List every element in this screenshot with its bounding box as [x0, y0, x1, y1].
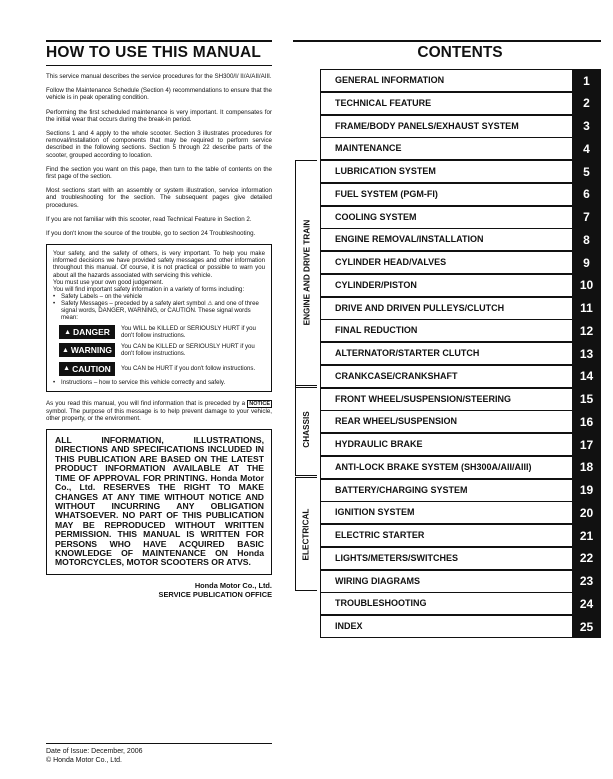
- signal-caution: [59, 362, 265, 376]
- footer-divider: [46, 743, 272, 744]
- caution-label: ▲ CAUTION: [59, 362, 115, 376]
- group-label-engine: ENGINE AND DRIVE TRAIN: [302, 219, 312, 326]
- toc-item-label: CYLINDER HEAD/VALVES: [320, 251, 572, 274]
- toc-item-number: 25: [572, 615, 601, 638]
- toc-item-number: 12: [572, 319, 601, 342]
- toc-item-number: 7: [572, 206, 601, 229]
- top-rule-right: [293, 40, 601, 42]
- toc-item-label: COOLING SYSTEM: [320, 206, 572, 229]
- first-maintenance-paragraph: Performing the first scheduled maintenance is very important. It compensates for the initial wear that occurs during the break-in period.: [46, 108, 272, 123]
- danger-text: You WILL be KILLED or SERIOUSLY HURT if you don't follow instructions.: [121, 325, 256, 340]
- bullet-safety-labels: • Safety Labels – on the vehicle: [53, 292, 143, 300]
- warning-label: ▲ WARNING: [59, 343, 115, 357]
- toc-item-number: 2: [572, 92, 601, 115]
- toc-item-number: 19: [572, 479, 601, 502]
- toc-item-number: 21: [572, 524, 601, 547]
- danger-label: ▲ DANGER: [59, 325, 115, 339]
- toc-item-19[interactable]: [320, 479, 601, 502]
- toc-item-label: WIRING DIAGRAMS: [320, 570, 572, 593]
- troubleshooting-paragraph: If you don't know the source of the trouble, go to section 24 Troubleshooting.: [46, 230, 256, 238]
- toc-item-label: CRANKCASE/CRANKSHAFT: [320, 365, 572, 388]
- alert-triangle-icon: ▲: [64, 328, 72, 336]
- toc-item-label: CYLINDER/PISTON: [320, 274, 572, 297]
- toc-item-24[interactable]: [320, 592, 601, 615]
- caution-text: You CAN be HURT if you don't follow instructions.: [121, 365, 256, 373]
- sections-paragraph: Sections 1 and 4 apply to the whole scooter. Section 3 illustrates procedures for removal/installation of components that may be required to perform service described in the following sections. Section 5 through 22 describe parts of the scooter, grouped according to location.: [46, 130, 272, 159]
- toc-item-22[interactable]: [320, 547, 601, 570]
- disclaimer-box: [46, 429, 272, 575]
- toc-item-label: IGNITION SYSTEM: [320, 501, 572, 524]
- toc-item-number: 16: [572, 410, 601, 433]
- toc-item-18[interactable]: [320, 456, 601, 479]
- group-engine-drive-train: [295, 160, 317, 388]
- signal-warning: [59, 343, 265, 357]
- issue-date: Date of Issue: December, 2006: [46, 748, 143, 755]
- toc-item-8[interactable]: [320, 228, 601, 251]
- toc-item-16[interactable]: [320, 410, 601, 433]
- toc-item-number: 18: [572, 456, 601, 479]
- toc-item-10[interactable]: [320, 274, 601, 297]
- group-label-electrical: ELECTRICAL: [301, 508, 311, 561]
- toc-item-5[interactable]: [320, 160, 601, 183]
- section-start-paragraph: Most sections start with an assembly or system illustration, service information and troubleshooting for the section. The subsequent pages give detailed procedures.: [46, 187, 272, 209]
- toc-item-number: 11: [572, 297, 601, 320]
- toc-item-number: 3: [572, 115, 601, 138]
- toc-item-label: GENERAL INFORMATION: [320, 69, 572, 92]
- toc-item-label: ALTERNATOR/STARTER CLUTCH: [320, 342, 572, 365]
- signal-danger: [59, 325, 265, 339]
- toc-item-label: BATTERY/CHARGING SYSTEM: [320, 479, 572, 502]
- toc-item-number: 1: [572, 69, 601, 92]
- toc-item-1[interactable]: [320, 69, 601, 92]
- safety-judgement: You must use your own good judgement.: [53, 278, 164, 286]
- publisher-block: [46, 581, 272, 599]
- toc-item-21[interactable]: [320, 524, 601, 547]
- group-label-chassis: CHASSIS: [302, 411, 311, 448]
- notice-paragraph: As you read this manual, you will find information that is preceded by a NOTICE symbol. The purpose of this message is to help prevent damage to your vehicle, other property, or the environment.: [46, 399, 272, 422]
- intro-paragraph: This service manual describes the service procedures for the SH300/I/ II/A/AII/AIII.: [46, 73, 272, 80]
- warning-text: You CAN be KILLED or SERIOUSLY HURT if you don't follow instructions.: [121, 343, 255, 358]
- toc-item-label: INDEX: [320, 615, 572, 638]
- maintenance-paragraph: Follow the Maintenance Schedule (Section 4) recommendations to ensure that the vehicle is in peak operating condition.: [46, 87, 272, 102]
- toc-item-number: 22: [572, 547, 601, 570]
- toc-item-6[interactable]: [320, 183, 601, 206]
- bullet-instructions: • Instructions – how to service this vehicle correctly and safely.: [53, 378, 226, 386]
- bullet-safety-messages: • Safety Messages – preceded by a safety alert symbol ⚠ and one of three signal words, DANGER, WARNING, or CAUTION. These signal words mean:: [53, 299, 259, 322]
- toc-item-20[interactable]: [320, 501, 601, 524]
- title-divider: [46, 65, 272, 66]
- toc-item-label: ENGINE REMOVAL/INSTALLATION: [320, 228, 572, 251]
- toc-item-3[interactable]: [320, 115, 601, 138]
- toc-item-7[interactable]: [320, 206, 601, 229]
- toc-item-label: HYDRAULIC BRAKE: [320, 433, 572, 456]
- toc-item-number: 20: [572, 501, 601, 524]
- toc-item-number: 6: [572, 183, 601, 206]
- toc-item-23[interactable]: [320, 570, 601, 593]
- alert-triangle-icon: ▲: [61, 346, 69, 354]
- safety-forms: You will find important safety information in a variety of forms including:: [53, 285, 245, 293]
- toc-item-label: ANTI-LOCK BRAKE SYSTEM (SH300A/AII/AIII): [320, 456, 572, 479]
- technical-feature-paragraph: If you are not familiar with this scooter, read Technical Feature in Section 2.: [46, 215, 252, 223]
- toc-item-label: FRONT WHEEL/SUSPENSION/STEERING: [320, 388, 572, 411]
- toc-item-number: 5: [572, 160, 601, 183]
- toc-item-label: FUEL SYSTEM (PGM-FI): [320, 183, 572, 206]
- toc-item-label: LUBRICATION SYSTEM: [320, 160, 572, 183]
- notice-tag: NOTICE: [249, 400, 270, 407]
- contents-title: CONTENTS: [417, 44, 503, 61]
- toc-item-number: 10: [572, 274, 601, 297]
- toc-item-14[interactable]: [320, 365, 601, 388]
- toc-item-number: 14: [572, 365, 601, 388]
- toc-item-25[interactable]: [320, 615, 601, 638]
- toc-item-4[interactable]: [320, 137, 601, 160]
- toc-item-label: REAR WHEEL/SUSPENSION: [320, 410, 572, 433]
- toc-item-number: 15: [572, 388, 601, 411]
- toc-item-label: DRIVE AND DRIVEN PULLEYS/CLUTCH: [320, 297, 572, 320]
- toc-item-label: LIGHTS/METERS/SWITCHES: [320, 547, 572, 570]
- toc-item-number: 4: [572, 137, 601, 160]
- toc-item-number: 8: [572, 228, 601, 251]
- toc-item-label: MAINTENANCE: [320, 137, 572, 160]
- toc-item-label: FINAL REDUCTION: [320, 319, 572, 342]
- toc-item-13[interactable]: [320, 342, 601, 365]
- toc-item-number: 24: [572, 592, 601, 615]
- safety-box: [46, 244, 272, 391]
- footer: [46, 747, 143, 765]
- office-name: SERVICE PUBLICATION OFFICE: [158, 589, 272, 599]
- group-chassis: [295, 385, 317, 476]
- page-title: HOW TO USE THIS MANUAL: [46, 44, 262, 61]
- toc-item-number: 17: [572, 433, 601, 456]
- toc-item-17[interactable]: [320, 433, 601, 456]
- group-electrical: [295, 477, 317, 591]
- toc-item-label: ELECTRIC STARTER: [320, 524, 572, 547]
- find-section-paragraph: Find the section you want on this page, then turn to the table of contents on the first page of the section.: [46, 165, 272, 181]
- copyright: © Honda Motor Co., Ltd.: [46, 757, 122, 764]
- toc-item-12[interactable]: [320, 319, 601, 342]
- toc-item-15[interactable]: [320, 388, 601, 411]
- how-to-use-column: [46, 42, 272, 599]
- company-name: Honda Motor Co., Ltd.: [194, 580, 272, 590]
- toc-item-2[interactable]: [320, 92, 601, 115]
- toc-item-label: TECHNICAL FEATURE: [320, 92, 572, 115]
- toc-item-number: 23: [572, 570, 601, 593]
- alert-triangle-icon: ▲: [63, 365, 71, 373]
- toc-item-9[interactable]: [320, 251, 601, 274]
- toc-item-number: 13: [572, 342, 601, 365]
- toc-item-number: 9: [572, 251, 601, 274]
- safety-intro: Your safety, and the safety of others, is very important. To help you make informed decisions we have provided safety messages and other information throughout this manual. Of course, it is not practical or possible to warn you about all the hazards associated with servicing this vehicle.: [53, 250, 265, 279]
- disclaimer-text: ALL INFORMATION, ILLUSTRATIONS, DIRECTIONS AND SPECIFICATIONS INCLUDED IN THIS PUBLICATION ARE BASED ON THE LATEST PRODUCT INFORMATION AVAILABLE AT THE TIME OF APPROVAL FOR PRINTING. Honda Motor Co., Ltd. RESERVES THE RIGHT TO MAKE CHANGES AT ANY TIME WITHOUT NOTICE AND WITHOUT INCURRING ANY OBLIGATION WHATSOEVER. NO PART OF THIS PUBLICATION MAY BE REPRODUCED WITHOUT WRITTEN PERMISSION. THIS MANUAL IS WRITTEN FOR PERSONS WHO HAVE ACQUIRED BASIC KNOWLEDGE OF MAINTENANCE ON Honda MOTORCYCLES, MOTOR SCOOTERS OR ATVS.: [55, 435, 264, 568]
- toc-item-11[interactable]: [320, 297, 601, 320]
- toc-item-label: TROUBLESHOOTING: [320, 592, 572, 615]
- toc-item-label: FRAME/BODY PANELS/EXHAUST SYSTEM: [320, 115, 572, 138]
